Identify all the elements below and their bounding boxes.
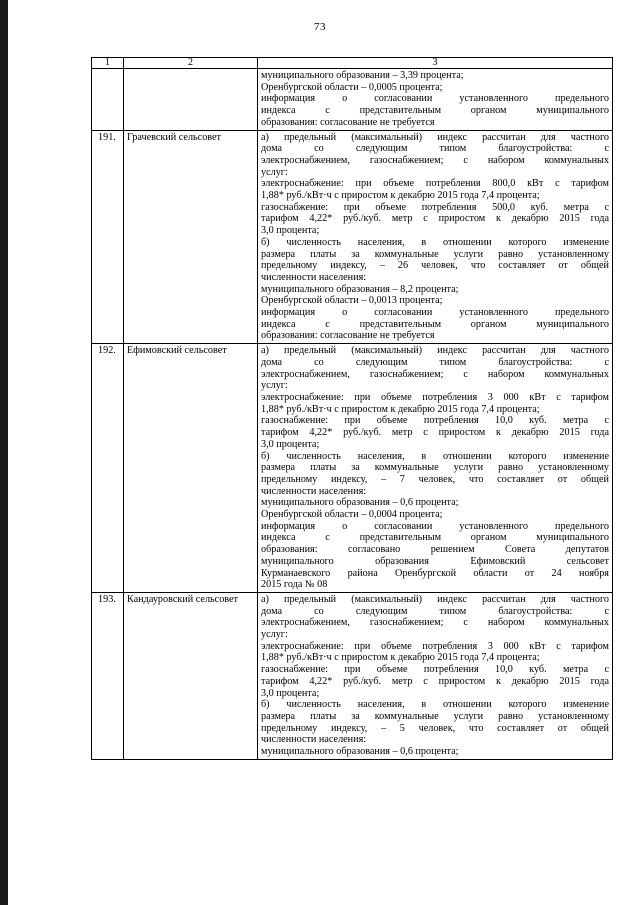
header-cell-number: 1 [92,58,124,69]
text-line: электроснабжение: при объеме потребления 3 000 кВт с тарифом [261,640,609,652]
table-body [92,58,613,760]
text-line: 1,88* руб./кВт·ч с приростом к декабрю 2015 года 7,4 процента; [261,652,540,664]
text-line: 3,0 процента; [261,438,320,450]
text-line: предельному индексу, – 7 человек, что составляет от общей [261,473,609,485]
text-line: размера платы за коммунальные услуги равно установленному [261,462,609,474]
table-row [92,69,613,131]
text-line: индекса с представительным органом муниципального [261,532,609,544]
text-line: 3,0 процента; [261,225,320,237]
text-line: электроснабжением, газоснабжением; с набором коммунальных [261,617,609,629]
text-line: услуг: [261,380,288,392]
index-description-cell [258,344,613,593]
text-line: тарифом 4,22* руб./куб. метр с приростом к декабрю 2015 года [261,213,609,225]
text-line: дома со следующим типом благоустройства: с [261,143,609,155]
scan-border [0,0,8,905]
text-line: численности населения: [261,734,367,746]
text-line: дома со следующим типом благоустройства: с [261,356,609,368]
header-cell-description: 3 [258,58,613,69]
text-line: предельному индексу, – 26 человек, что составляет от общей [261,260,609,272]
text-line: численности населения: [261,271,367,283]
municipality-name-cell: Грачевский сельсовет [124,130,258,344]
text-line: предельному индексу, – 5 человек, что составляет от общей [261,722,609,734]
index-description-cell [258,592,613,759]
row-number-cell: 191. [92,130,124,344]
table-row [92,130,613,344]
municipality-name-cell: Ефимовский сельсовет [124,344,258,593]
row-number-cell: 192. [92,344,124,593]
text-line: Оренбургской области – 0,0004 процента; [261,509,443,521]
text-line: б) численность населения, в отношении которого изменение [261,236,609,248]
text-line: дома со следующим типом благоустройства: с [261,605,609,617]
text-line: индекса с представительным органом муниципального [261,318,609,330]
text-line: Оренбургской области – 0,0013 процента; [261,295,443,307]
text-line: тарифом 4,22* руб./куб. метр с приростом к декабрю 2015 года [261,427,609,439]
text-line: муниципального образования – 0,6 процента; [261,497,459,509]
text-line: информация о согласовании установленного предельного [261,93,609,105]
text-line: индекса с представительным органом муниципального [261,105,609,117]
text-line: Оренбургской области – 0,0005 процента; [261,81,443,93]
municipality-name-cell [124,69,258,131]
text-line: электроснабжением, газоснабжением; с набором коммунальных [261,368,609,380]
text-line: электроснабжение: при объеме потребления 800,0 кВт с тарифом [261,178,609,190]
text-line: газоснабжение: при объеме потребления 10,0 куб. метра с [261,415,609,427]
text-line: а) предельный (максимальный) индекс рассчитан для частного [261,345,609,357]
text-line: а) предельный (максимальный) индекс рассчитан для частного [261,131,609,143]
text-line: электроснабжением, газоснабжением; с набором коммунальных [261,154,609,166]
row-number-cell [92,69,124,131]
text-line: 1,88* руб./кВт·ч с приростом к декабрю 2015 года 7,4 процента; [261,190,540,202]
index-description-cell [258,69,613,131]
text-line: образования: согласование не требуется [261,116,435,128]
table-row [92,592,613,759]
row-number-cell: 193. [92,592,124,759]
text-line: услуг: [261,629,288,641]
text-line: а) предельный (максимальный) индекс рассчитан для частного [261,593,609,605]
page-number: 73 [314,21,326,33]
index-description-cell [258,130,613,344]
header-cell-name: 2 [124,58,258,69]
text-line: Курманаевского района Оренбургской области от 24 ноября [261,567,609,579]
text-line: образования: согласовано решением Совета депутатов [261,544,609,556]
text-line: информация о согласовании установленного предельного [261,307,609,319]
text-line: численности населения: [261,485,367,497]
text-line: б) численность населения, в отношении которого изменение [261,699,609,711]
text-line: муниципального образования – 3,39 процента; [261,70,464,81]
text-line: газоснабжение: при объеме потребления 10,0 куб. метра с [261,664,609,676]
text-line: образования: согласование не требуется [261,330,435,342]
text-line: услуг: [261,166,288,178]
text-line: электроснабжение: при объеме потребления 3 000 кВт с тарифом [261,391,609,403]
table-row [92,344,613,593]
text-line: информация о согласовании установленного предельного [261,520,609,532]
document-table [91,57,613,760]
text-line: газоснабжение: при объеме потребления 500,0 куб. метра с [261,201,609,213]
text-line: тарифом 4,22* руб./куб. метр с приростом к декабрю 2015 года [261,675,609,687]
table-header-row [92,58,613,69]
text-line: 2015 года № 08 [261,579,328,591]
text-line: размера платы за коммунальные услуги равно установленному [261,248,609,260]
text-line: 3,0 процента; [261,687,320,699]
text-line: размера платы за коммунальные услуги равно установленному [261,710,609,722]
text-line: муниципального образования Ефимовский сельсовет [261,555,609,567]
text-line: муниципального образования – 8,2 процента; [261,283,459,295]
text-line: б) численность населения, в отношении которого изменение [261,450,609,462]
municipality-name-cell: Кандауровский сельсовет [124,592,258,759]
text-line: муниципального образования – 0,6 процента; [261,746,459,758]
text-line: 1,88* руб./кВт·ч с приростом к декабрю 2015 года 7,4 процента; [261,403,540,415]
